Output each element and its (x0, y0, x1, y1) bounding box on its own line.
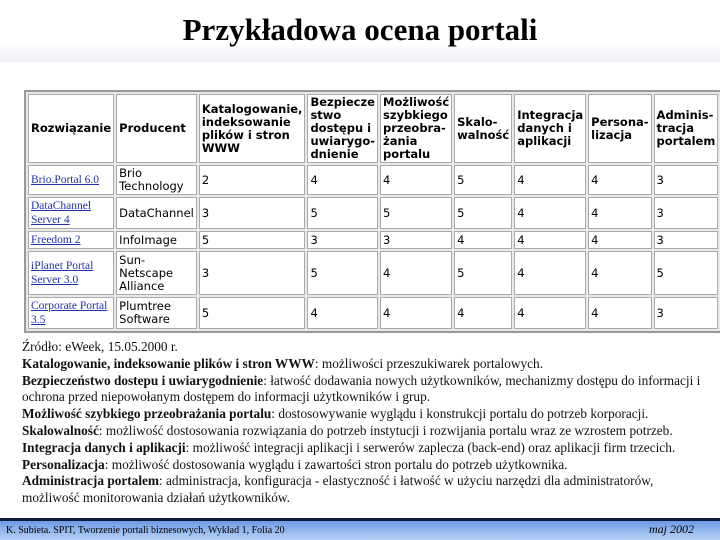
solution-cell (28, 297, 114, 329)
score-cell: 5 (654, 251, 719, 295)
producer-cell: Sun-Netscape Alliance (116, 251, 197, 295)
column-header: Adminis-tracja portalem (654, 94, 719, 163)
definition-text: : administracja, konfiguracja - elastyczność i łatwość w użyciu narzędzi dla administratorów, możliwość monitorowania działań użytkowników. (22, 473, 654, 506)
score-cell: 4 (514, 297, 586, 329)
score-cell: 3 (199, 251, 306, 295)
score-cell: 5 (454, 251, 512, 295)
score-cell: 4 (307, 165, 378, 195)
column-header: Producent (116, 94, 197, 163)
score-cell: 4 (380, 165, 452, 195)
score-cell: 4 (514, 197, 586, 229)
column-header: Możliwość szybkiego przeobra-żania portalu (380, 94, 452, 163)
solution-link[interactable]: Freedom 2 (31, 234, 81, 246)
score-cell: 4 (514, 251, 586, 295)
column-header: Rozwiązanie (28, 94, 114, 163)
definition-term: Możliwość szybkiego przeobrażania portalu (22, 406, 272, 422)
score-cell: 4 (588, 231, 651, 249)
score-cell: 3 (654, 231, 719, 249)
definition-item (22, 473, 714, 507)
score-cell: 3 (380, 231, 452, 249)
solution-cell (28, 231, 114, 249)
definition-term: Administracja portalem (22, 473, 160, 489)
score-cell: 3 (199, 197, 306, 229)
definition-item (22, 440, 714, 457)
table-row (28, 297, 718, 329)
definition-item (22, 423, 714, 440)
score-cell: 3 (654, 165, 719, 195)
portal-rating-table (24, 90, 720, 333)
score-cell: 4 (380, 297, 452, 329)
solution-link[interactable]: DataChannel Server 4 (31, 200, 92, 226)
column-header: Bezpiecze stwo dostępu i uwiarygo-dnienie (307, 94, 378, 163)
definition-text: : łatwość dodawania nowych użytkowników, mechanizmy dostępu do informacji i ochrona przed niepowołanym dostępem do informacji użytkowników i grup. (22, 372, 701, 405)
solution-link[interactable]: Brio.Portal 6.0 (31, 174, 100, 186)
definition-term: Personalizacja (22, 456, 105, 472)
score-cell: 5 (307, 197, 378, 229)
score-cell: 2 (199, 165, 306, 195)
definition-text: : możliwości przeszukiwarek portalowych. (314, 355, 544, 371)
definition-term: Skalowalność (22, 422, 99, 438)
footer (0, 518, 720, 540)
solution-cell (28, 251, 114, 295)
definition-text: : możliwość dostosowania rozwiązania do potrzeb instytucji i rozwijania portalu wraz ze wzrostem potrzeb. (98, 422, 673, 438)
definition-text: : możliwość dostosowania wyglądu i zawartości stron portalu do potrzeb użytkownika. (104, 456, 568, 472)
definition-item (22, 406, 714, 423)
slide-title: Przykładowa ocena portali (182, 12, 538, 47)
column-header: Persona-lizacja (588, 94, 651, 163)
score-cell: 5 (454, 197, 512, 229)
score-cell: 3 (654, 197, 719, 229)
solution-cell (28, 165, 114, 195)
footer-credit: K. Subieta. SPIT, Tworzenie portali biznesowych, Wykład 1, Folia 20 (6, 525, 285, 536)
score-cell: 5 (454, 165, 512, 195)
producer-cell: Plumtree Software (116, 297, 197, 329)
definition-term: Integracja danych i aplikacji (22, 439, 186, 455)
score-cell: 3 (307, 231, 378, 249)
producer-cell: Brio Technology (116, 165, 197, 195)
score-cell: 4 (454, 231, 512, 249)
definition-item (22, 373, 714, 407)
definition-term: Katalogowanie, indeksowanie plików i stron WWW (22, 355, 315, 371)
table-row (28, 197, 718, 229)
column-header: Katalogowanie, indeksowanie plików i stron WWW (199, 94, 306, 163)
producer-cell: InfoImage (116, 231, 197, 249)
producer-cell: DataChannel (116, 197, 197, 229)
score-cell: 4 (307, 297, 378, 329)
score-cell: 5 (307, 251, 378, 295)
definition-term: Bezpieczeństwo dostepu i uwiarygodnienie (22, 372, 264, 388)
score-cell: 5 (199, 231, 306, 249)
definition-item (22, 457, 714, 474)
score-cell: 4 (454, 297, 512, 329)
score-cell: 4 (514, 231, 586, 249)
score-cell: 5 (199, 297, 306, 329)
column-header: Skalo-walność (454, 94, 512, 163)
notes (22, 339, 714, 507)
solution-link[interactable]: Corporate Portal 3.5 (31, 300, 108, 326)
score-cell: 4 (588, 165, 651, 195)
score-cell: 3 (654, 297, 719, 329)
solution-link[interactable]: iPlanet Portal Server 3.0 (31, 260, 94, 286)
footer-date: maj 2002 (649, 522, 694, 536)
solution-cell (28, 197, 114, 229)
column-header: Integracja danych i aplikacji (514, 94, 586, 163)
definition-text: : możliwość integracji aplikacji i serwerów zaplecza (back-end) oraz aplikacji firm trzecich. (185, 439, 676, 455)
table-row (28, 231, 718, 249)
table-header-row (28, 94, 718, 163)
source-note: Źródło: eWeek, 15.05.2000 r. (22, 339, 178, 354)
definition-text: : dostosowywanie wyglądu i konstrukcji portalu do potrzeb korporacji. (271, 406, 649, 422)
score-cell: 5 (380, 197, 452, 229)
table-row (28, 251, 718, 295)
score-cell: 4 (588, 251, 651, 295)
table-row (28, 165, 718, 195)
score-cell: 4 (588, 197, 651, 229)
score-cell: 4 (588, 297, 651, 329)
score-cell: 4 (514, 165, 586, 195)
score-cell: 4 (380, 251, 452, 295)
definition-item (22, 356, 714, 373)
